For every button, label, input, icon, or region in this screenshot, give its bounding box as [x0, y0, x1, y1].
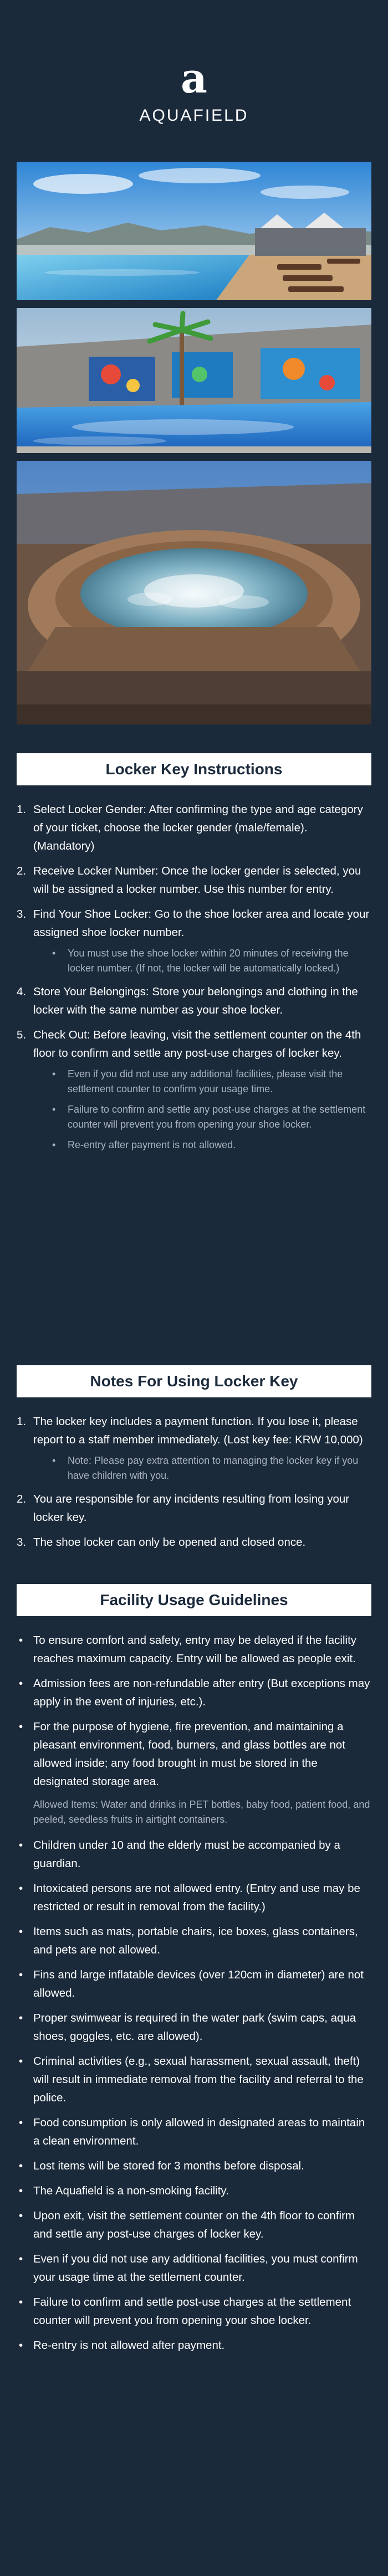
guideline-item: • Intoxicated persons are not allowed entry. (Entry and use may be restricted or result in removal from the facility.) [17, 1879, 371, 1916]
locker-note-item [17, 1533, 371, 1551]
instruction-step [17, 905, 371, 976]
locker-note-item [17, 1412, 371, 1483]
guideline-item: • For the purpose of hygiene, fire prevention, and maintaining a pleasant environment, food, burners, and glass bottles are not allowed inside; any food brought in must be stored in the designated storage area. [17, 1718, 371, 1791]
locker-key-instructions-list [17, 800, 371, 1159]
guideline-item: • Lost items will be stored for 3 months before disposal. [17, 2157, 371, 2175]
guideline-item: • Upon exit, visit the settlement counter on the 4th floor to confirm and settle any post-use charges of locker key. [17, 2207, 371, 2243]
instruction-step-text: Receive Locker Number: Once the locker gender is selected, you will be assigned a locker number. Use this number for entry. [33, 865, 361, 896]
locker-note-text: The shoe locker can only be opened and closed once. [33, 1536, 306, 1549]
instruction-step-text: Select Locker Gender: After confirming the type and age category of your ticket, choose the locker gender (male/female). (Mandatory) [33, 803, 363, 852]
facility-guidelines-title: Facility Usage Guidelines [17, 1584, 371, 1616]
locker-key-notes-list [17, 1412, 371, 1558]
locker-key-notes-title: Notes For Using Locker Key [17, 1365, 371, 1397]
instruction-step-text: Check Out: Before leaving, visit the settlement counter on the 4th floor to confirm and settle any post-use charges of locker key. [33, 1029, 361, 1060]
locker-key-instructions-title: Locker Key Instructions [17, 753, 371, 785]
guideline-item: • Food consumption is only allowed in designated areas to maintain a clean environment. [17, 2114, 371, 2150]
logo-mark: a [181, 55, 207, 102]
guideline-item: • Even if you did not use any additional facilities, you must confirm your usage time at the settlement counter. [17, 2250, 371, 2286]
instruction-step-text: Find Your Shoe Locker: Go to the shoe locker area and locate your assigned shoe locker number. [33, 908, 370, 939]
instruction-note: • Failure to confirm and settle any post-use charges at the settlement counter will prevent you from opening your shoe locker. [33, 1102, 371, 1132]
guideline-item: • Fins and large inflatable devices (over 120cm in diameter) are not allowed. [17, 1966, 371, 2002]
instruction-note: • Even if you did not use any additional facilities, please visit the settlement counter to confirm your usage time. [33, 1067, 371, 1097]
instruction-step [17, 983, 371, 1019]
guideline-item: • Failure to confirm and settle post-use charges at the settlement counter will prevent you from opening your shoe locker. [17, 2293, 371, 2330]
guideline-item: • Children under 10 and the elderly must be accompanied by a guardian. [17, 1836, 371, 1873]
facility-guidelines-list [17, 1631, 371, 2361]
guideline-item: • Admission fees are non-refundable after entry (But exceptions may apply in the event of injuries, etc.). [17, 1674, 371, 1711]
locker-note-text: The locker key includes a payment function. If you lose it, please report to a staff member immediately. (Lost key fee: KRW 10,000) [33, 1415, 363, 1446]
photo-hot-tub [17, 461, 371, 724]
guideline-item: • The Aquafield is a non-smoking facility. [17, 2182, 371, 2200]
guideline-item: • Items such as mats, portable chairs, ice boxes, glass containers, and pets are not allowed. [17, 1922, 371, 1959]
instruction-note: • You must use the shoe locker within 20 minutes of receiving the locker number. (If not, the locker will be automatically locked.) [33, 946, 371, 976]
photo-indoor-pool [17, 308, 371, 453]
instruction-step-text: Store Your Belongings: Store your belongings and clothing in the locker with the same number as your shoe locker. [33, 985, 358, 1016]
instruction-note: • Re-entry after payment is not allowed. [33, 1138, 371, 1153]
locker-note-subnote: • Note: Please pay extra attention to managing the locker key if you have children with you. [33, 1453, 371, 1483]
instruction-step [17, 1026, 371, 1153]
locker-note-text: You are responsible for any incidents resulting from losing your locker key. [33, 1493, 350, 1524]
guideline-item: • Re-entry is not allowed after payment. [17, 2336, 371, 2354]
logo-text: AQUAFIELD [139, 106, 249, 125]
allowed-items-note: Allowed Items: Water and drinks in PET bottles, baby food, patient food, and peeled, seedless fruits in airtight containers. [33, 1799, 370, 1825]
instruction-step [17, 862, 371, 898]
locker-note-item [17, 1490, 371, 1526]
photo-rooftop-pool [17, 162, 371, 300]
guideline-item: • Criminal activities (e.g., sexual harassment, sexual assault, theft) will result in immediate removal from the facility and referral to the police. [17, 2052, 371, 2107]
guideline-item: • To ensure comfort and safety, entry may be delayed if the facility reaches maximum capacity. Entry will be allowed as people exit. [17, 1631, 371, 1668]
guideline-item: • Proper swimwear is required in the water park (swim caps, aqua shoes, goggles, etc. are allowed). [17, 2009, 371, 2045]
instruction-step [17, 800, 371, 855]
brand-logo[interactable] [0, 55, 388, 125]
